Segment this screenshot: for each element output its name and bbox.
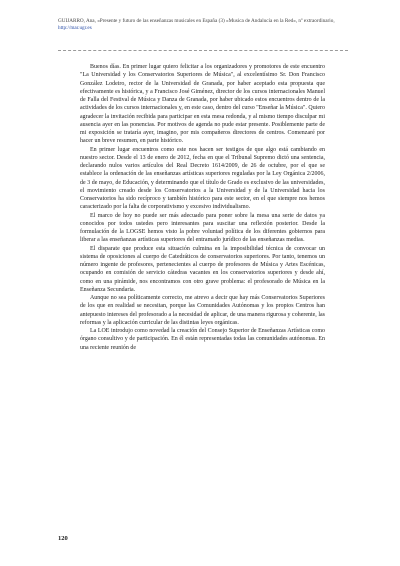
- body-text: [80, 63, 325, 352]
- paragraph: Buenos días. En primer lugar quiero felicitar a los organizadores y promotores de este encuentro "La Universidad y los Conservatorios Superiores de Música", al excelentísimo Sr. Don Francisco González Lodeiro, rector de la Universidad de Granada, por haber aceptado esta propuesta que efectivamente es histórica, y a Francisco José Giménez, director de los cursos internacionales Manuel de Falla del Festival de Música y Danza de Granada, por haber ubicado estos encuentros dentro de la actividades de los cursos internacionales y, en este caso, dentro del curso "Enseñar la Música". Quiero agradecer la invitación recibida para participar en esta mesa redonda, y al mismo tiempo disculpar mi ausencia ayer en las ponencias. Por motivos de agenda no pude estar presente. Posiblemente parte de mi exposición se trataría ayer, imagino, por mis compañeros directores de centros. Comenzaré por hacer un breve resumen, en parte histórico.: [80, 64, 325, 145]
- running-header: [58, 18, 348, 31]
- header-divider: [58, 50, 348, 51]
- paragraph: La LOE introdujo como novedad la creación del Consejo Superior de Enseñanzas Artísticas como órgano consultivo y de participación. En él están representadas todas las comunidades autónomas. En una reciente reunión de: [80, 328, 325, 351]
- header-citation: GUIJARRO, Ana, «Presente y futuro de las enseñanzas musicales en España (3) «Musica de Andalucía en la Red», nº extraordinario,: [58, 18, 335, 24]
- page-number: 120: [58, 535, 68, 542]
- paragraph: El disparate que produce esta situación culmina en la imposibilidad técnica de convocar un sistema de oposiciones al cuerpo de Catedráticos de conservatorios superiores. Por tanto, tenemos un número ingente de profesores, pertenecientes al cuerpo de profesores de Música y Artes Escénicas, ocupando en comisión de servicio cátedras vacantes en los conservatorios superiores y desde ahí, como en una pirámide, nos encontramos con otro grave problema: el profesorado de Música en la Enseñanza Secundaria.: [80, 245, 325, 293]
- header-link[interactable]: http://mar.ugr.es: [58, 24, 92, 31]
- paragraph: En primer lugar encuentros como este nos hacen ser testigos de que algo está cambiando en nuestro sector. Desde el 13 de enero de 2012, fecha en que el Tribunal Supremo dictó una sentencia, declarando nulos varios artículos del Real Decreto 1614/2009, de 26 de octubre, por el que se establece la ordenación de las enseñanzas artísticas superiores reguladas por la Ley Orgánica 2/2006, de 3 de mayo, de Educación, y determinando que el título de Grado es exclusivo de las universidades, el movimiento creado desde los Conservatorios a la Universidad y de la Universidad hacia los Conservatorios ha sido recíproco y también histórico para este sector, en el que siempre nos hemos caracterizado por la falta de corporativismo y excesivo individualismo.: [80, 146, 325, 211]
- paragraph: El marco de hoy no puede ser más adecuado para poner sobre la mesa una serie de datos ya conocidos por todos ustedes pero interesantes para suscitar una reflexión posterior. Desde la formulación de la LOGSE hemos visto la pobre voluntad política de los diferentes gobiernos para liberar a las enseñanzas artísticas superiores del entramado jurídico de las enseñanzas medias.: [80, 212, 325, 244]
- paragraph: Aunque no sea políticamente correcto, me atrevo a decir que hay más Conservatorios Superiores de los que en realidad se necesitan, porque las Comunidades Autónomas y los propios Centros han antepuesto intereses del profesorado a la necesidad de aplicar, de una manera rigurosa y coherente, las reformas y la aplicación curricular de las distintas leyes orgánicas.: [80, 295, 325, 326]
